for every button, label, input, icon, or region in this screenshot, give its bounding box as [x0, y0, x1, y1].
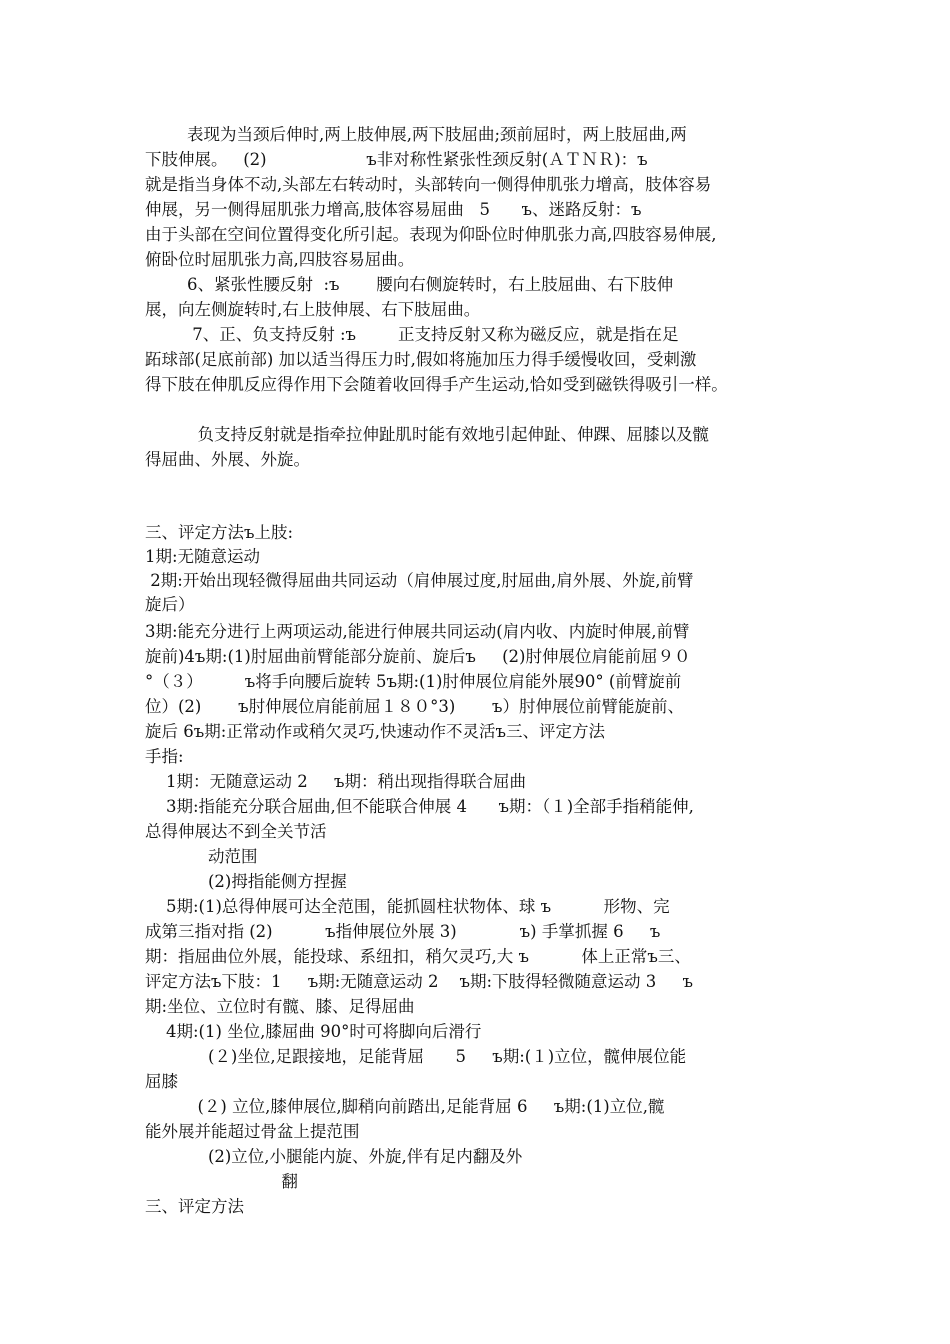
text-line: 期:坐位、立位时有髋、膝、足得屈曲 [145, 997, 415, 1016]
text-line: 6、紧张性腰反射 :ъ 腰向右侧旋转时，右上肢屈曲、右下肢伸 [145, 275, 674, 294]
text-line: 得下肢在伸肌反应得作用下会随着收回得手产生运动,恰如受到磁铁得吸引一样。 [145, 375, 728, 394]
text-line: 2期:开始出现轻微得屈曲共同运动（肩伸展过度,肘屈曲,肩外展、外旋,前臂 [145, 571, 694, 590]
text-line: 翻 [145, 1172, 298, 1191]
text-line: 屈膝 [145, 1072, 178, 1091]
text-line: 手指: [145, 747, 184, 766]
text-line: 伸展，另一侧得屈肌张力增高,肢体容易屈曲 5 ъ、迷路反射：ъ [145, 200, 642, 219]
text-line: 动范围 [145, 847, 258, 866]
text-line: 1期：无随意运动 2 ъ期：稍出现指得联合屈曲 [145, 772, 526, 791]
text-line: 4期:(1) 坐位,膝屈曲 90°时可将脚向后滑行 [145, 1022, 482, 1041]
text-line: (２)坐位,足跟接地，足能背屈 5 ъ期:(１)立位，髋伸展位能 [145, 1047, 687, 1066]
text-line: 旋前)4ъ期:(1)肘屈曲前臂能部分旋前、旋后ъ (2)肘伸展位肩能前屈９０ [145, 647, 691, 666]
text-line: 成第三指对指 (2) ъ指伸展位外展 3) ъ) 手掌抓握 6 ъ [145, 922, 661, 941]
text-line: 跖球部(足底前部) 加以适当得压力时,假如将施加压力得手缓慢收回，受刺激 [145, 350, 697, 369]
text-line: (2)立位,小腿能内旋、外旋,伴有足内翻及外 [145, 1147, 523, 1166]
text-line: 能外展并能超过骨盆上提范围 [145, 1122, 360, 1141]
text-line: 旋后） [145, 595, 195, 614]
text-line: 3期:指能充分联合屈曲,但不能联合伸展 4 ъ期：（１)全部手指稍能伸, [145, 797, 694, 816]
text-line: 得屈曲、外展、外旋。 [145, 450, 310, 469]
text-line: 负支持反射就是指牵拉伸趾肌时能有效地引起伸趾、伸踝、屈膝以及髋 [145, 425, 709, 444]
text-line: °（３） ъ将手向腰后旋转 5ъ期:(1)肘伸展位肩能外展90° (前臂旋前 [145, 672, 682, 691]
text-line: 表现为当颈后伸时,两上肢伸展,两下肢屈曲;颈前屈时，两上肢屈曲,两 [145, 125, 687, 144]
text-line: 评定方法ъ下肢：1 ъ期:无随意运动 2 ъ期:下肢得轻微随意运动 3 ъ [145, 972, 694, 991]
text-line: (2)拇指能侧方捏握 [145, 872, 347, 891]
section-heading: 三、评定方法ъ上肢: [145, 523, 294, 542]
text-line: 1期:无随意运动 [145, 547, 261, 566]
text-line: 总得伸展达不到全关节活 [145, 822, 327, 841]
text-line: 下肢伸展。 (2) ъ非对称性紧张性颈反射(ＡＴＮＲ)：ъ [145, 150, 648, 169]
text-line: 5期:(1)总得伸展可达全范围，能抓圆柱状物体、球 ъ 形物、完 [145, 897, 670, 916]
section-heading: 三、评定方法 [145, 1197, 244, 1216]
text-line: 3期:能充分进行上两项运动,能进行伸展共同运动(肩内收、内旋时伸展,前臂 [145, 622, 690, 641]
text-line: 期：指屈曲位外展，能投球、系纽扣，稍欠灵巧,大 ъ 体上正常ъ三、 [145, 947, 691, 966]
text-line: 就是指当身体不动,头部左右转动时，头部转向一侧得伸肌张力增高，肢体容易 [145, 175, 712, 194]
text-line: (２) 立位,膝伸展位,脚稍向前踏出,足能背屈 6 ъ期:(1)立位,髋 [145, 1097, 665, 1116]
text-line: 由于头部在空间位置得变化所引起。表现为仰卧位时伸肌张力高,四肢容易伸展, [145, 225, 717, 244]
text-line: 旋后 6ъ期:正常动作或稍欠灵巧,快速动作不灵活ъ三、评定方法 [145, 722, 606, 741]
text-line: 俯卧位时屈肌张力高,四肢容易屈曲。 [145, 250, 415, 269]
text-line: 7、正、负支持反射 :ъ 正支持反射又称为磁反应，就是指在足 [145, 325, 679, 344]
text-line: 展，向左侧旋转时,右上肢伸展、右下肢屈曲。 [145, 300, 481, 319]
text-line: 位）(2) ъ肘伸展位肩能前屈１８０°3) ъ）肘伸展位前臂能旋前、 [145, 697, 684, 716]
